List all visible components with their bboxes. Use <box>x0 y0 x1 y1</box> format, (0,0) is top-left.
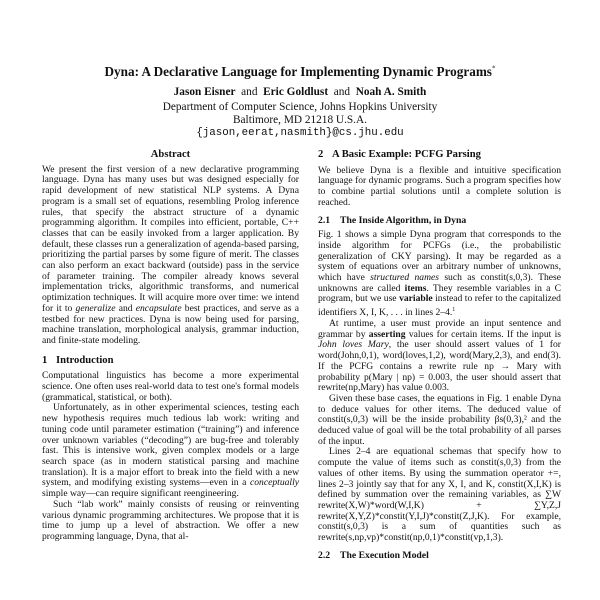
intro-paragraph-3: Such “lab work” mainly consists of reusing or reinventing various dynamic programming architectures. We propose that it is time to jump up a level of abstraction. We offer a new programming language, Dyna, that al- <box>42 498 299 542</box>
intro-paragraph-2 <box>42 403 299 499</box>
author-email: {jason,eerat,nasmith}@cs.jhu.edu <box>196 127 404 139</box>
body-text: instead to refer to the capitalized identifiers X, I, K, . . . in lines 2–4. <box>318 293 561 319</box>
sec2-paragraph-1: We believe Dyna is a flexible and intuitive specification language for dynamic programs. Such a program specifies how to combine partial solutions until a complete solution is reached. <box>318 164 561 208</box>
intro-paragraph-1: Computational linguistics has become a more experimental science. One often uses real-world data to test one's formal models (grammatical, statistical, or both). <box>42 370 299 403</box>
section-number: 2 <box>318 149 324 160</box>
sec21-paragraph-2 <box>318 319 561 394</box>
body-emphasis: John loves Mary <box>318 339 389 351</box>
body-bold: asserting <box>368 328 406 340</box>
intro-text: Unfortunately, as in other experimental sciences, testing each new hypothesis requires much tedious lab work: writing and tuning code until parameter estimation (“training”) and inference over unknown variables (“decoding”) are bug-free and tolerably fast. This is intensive work, given complex models or a large search space (as in modern statistical parsing and machine translation). It is a major effort to break into the field with a new system, and modifying existing systems—even in a <box>42 402 299 489</box>
paper-title <box>0 64 600 80</box>
sec21-paragraph-3: Given these base cases, the equations in Fig. 1 enable Dyna to deduce values for other items. The deduced value of constit(s,0,3) will be the inside probability βs(0,3),² and the deduced value of goal will be the total probability of all parses of the input. <box>318 392 561 447</box>
author-list <box>0 86 600 98</box>
affiliation-address: Baltimore, MD 21218 U.S.A. <box>233 114 367 126</box>
body-text: , the user should assert values of 1 for word(John,0,1), word(loves,1,2), word(Mary,2,3), and end(3). If the PCFG contains a rewrite rule np → Mary with probability p(Mary | np) = 0.003, the user should assert that rewrite(np,Mary) has value 0.003. <box>318 339 561 394</box>
author-2: Eric Goldlust <box>263 86 329 98</box>
section-heading-pcfg <box>318 150 561 161</box>
sec21-paragraph-1 <box>318 230 561 319</box>
section-title: Introduction <box>56 354 114 366</box>
author-3: Noah A. Smith <box>355 86 427 98</box>
sec21-paragraph-4: Lines 2–4 are equational schemas that specify how to compute the value of items such as constit(s,0,3) from the values of other items. By using the summation operator +=, lines 2–3 jointly say that for any X, I, and K, constit(X,I,K) is defined by summation over the remaining variables, as ∑W rewrite(X,W)*word(W,I,K) + ∑Y,Z,J rewrite(X,Y,Z)*constit(Y,I,J)*constit(Z,J,K). For example, constit(s,0,3) is a sum of quantities such as rewrite(s,np,vp)*constit(np,0,1)*constit(vp,1,3). <box>318 446 561 544</box>
body-text: . They resemble variables in a C program, but we use <box>318 282 561 305</box>
abstract-body <box>42 165 299 347</box>
body-text: At runtime, a user must provide an input sentence and grammar by <box>318 318 561 340</box>
author-separator: and <box>241 86 258 98</box>
title-text: Dyna: A Declarative Language for Implementing Dynamic Programs <box>104 64 492 79</box>
body-text: values for certain items. If the input is <box>408 328 561 340</box>
section-title: A Basic Example: PCFG Parsing <box>332 149 481 160</box>
intro-emphasis: conceptually <box>249 477 299 489</box>
body-text: Fig. 1 shows a simple Dyna program that corresponds to the inside algorithm for PCFGs (i.e., the probabilistic generalization of CKY parsing). It may be regarded as a system of equations over an arbitrary number of unknowns, which have <box>318 229 561 284</box>
subsection-title: The Execution Model <box>340 549 429 561</box>
body-bold: variable <box>399 293 433 305</box>
subsection-heading-inside <box>318 216 561 227</box>
abstract-emphasis: encapsulate <box>135 302 182 314</box>
abstract-emphasis: generalize <box>75 302 116 314</box>
subsection-number: 2.2 <box>318 549 331 561</box>
abstract-text: We present the first version of a new declarative programming language. Dyna has many uses but was designed especially for rapid development of new statistical NLP systems. A Dyna program is a small set of equations, resembling Prolog inference rules, that specify the abstract structure of a dynamic programming algorithm. It compiles into efficient, portable, C++ classes that can be easily invoked from a larger application. By default, these classes run a generalization of agenda-based parsing, prioritizing the partial parses by some figure of merit. The classes can also perform an exact backward (outside) pass in the service of parameter training. The compiler already knows several implementation tricks, algorithmic transforms, and numerical optimization techniques. It will acquire more over time: we intend for it to <box>42 163 299 314</box>
footnote-mark: 1 <box>452 307 456 314</box>
abstract-text: and <box>118 302 133 314</box>
left-column <box>42 148 299 543</box>
section-number: 1 <box>42 354 48 366</box>
subsection-title: The Inside Algorithm, in Dyna <box>340 214 467 226</box>
title-footnote-mark: * <box>491 64 496 73</box>
body-bold: items <box>404 282 427 294</box>
affiliation-dept: Department of Computer Science, Johns Hopkins University <box>162 101 438 113</box>
subsection-heading-execution <box>318 551 561 562</box>
body-emphasis: structured names <box>370 272 440 284</box>
author-1: Jason Eisner <box>173 86 236 98</box>
author-separator: and <box>333 86 351 98</box>
right-column <box>318 148 561 566</box>
abstract-heading: Abstract <box>150 149 191 160</box>
intro-text: simple way—can require significant reengineering. <box>42 488 239 500</box>
abstract-text: best practices, and serve as a testbed for new practices. Dyna is now being used for parsing, machine translation, morphological analysis, grammar induction, and finite-state modeling. <box>42 302 299 346</box>
body-text: such as constit(s,0,3). These unknowns are called <box>318 272 561 294</box>
subsection-number: 2.1 <box>318 214 331 226</box>
section-heading-introduction <box>42 356 299 367</box>
